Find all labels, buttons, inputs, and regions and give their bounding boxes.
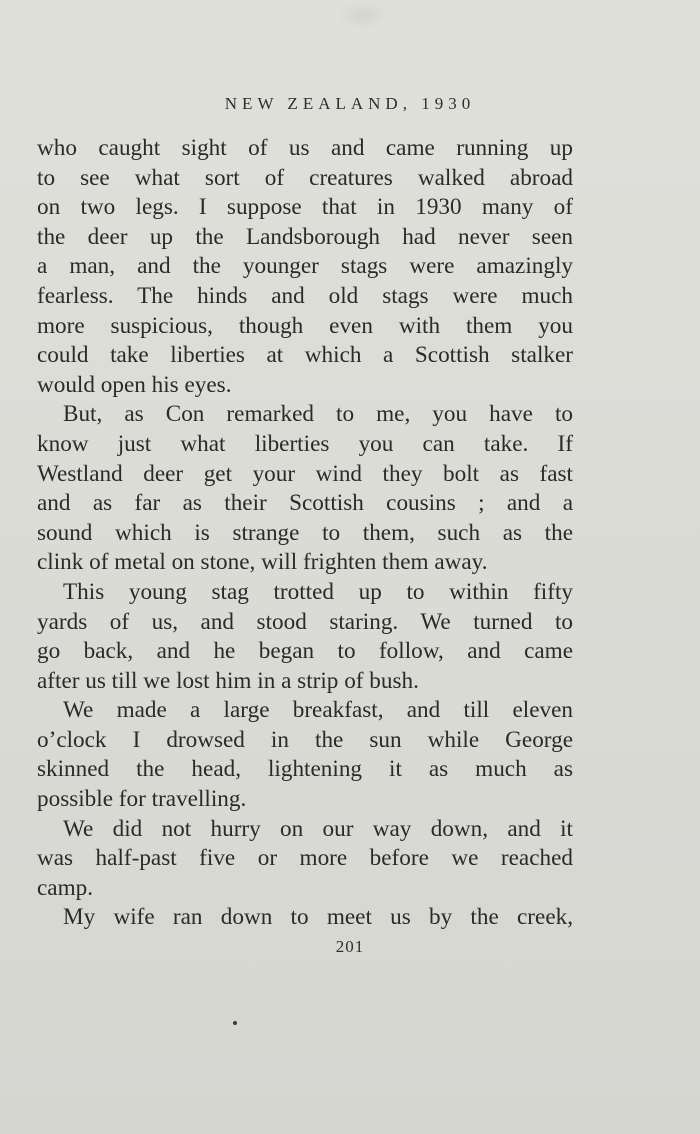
text-line: possible for travelling. bbox=[37, 786, 247, 813]
text-line: This young stag trotted up to within fifty bbox=[63, 578, 573, 605]
text-line: know just what liberties you can take. If bbox=[37, 430, 573, 457]
text-line: a man, and the younger stags were amazingly bbox=[37, 253, 573, 280]
text-line: o’clock I drowsed in the sun while George bbox=[37, 726, 573, 753]
text-line: We made a large breakfast, and till eleven bbox=[63, 697, 573, 724]
text-line: yards of us, and stood staring. We turned to bbox=[37, 608, 573, 635]
text-line: more suspicious, though even with them you bbox=[37, 312, 573, 339]
text-line: after us till we lost him in a strip of bush. bbox=[37, 667, 419, 694]
text-line: could take liberties at which a Scottish stalker bbox=[37, 342, 573, 369]
text-line: We did not hurry on our way down, and it bbox=[63, 815, 573, 842]
text-line: But, as Con remarked to me, you have to bbox=[63, 401, 573, 428]
text-line: was half-past five or more before we reached bbox=[37, 845, 573, 872]
text-line: fearless. The hinds and old stags were much bbox=[37, 282, 573, 309]
text-line: go back, and he began to follow, and came bbox=[37, 638, 573, 665]
page-number: 201 bbox=[335, 937, 365, 956]
text-line: and as far as their Scottish cousins ; and a bbox=[37, 490, 573, 517]
text-line: Westland deer get your wind they bolt as fast bbox=[37, 460, 573, 487]
page-smudge bbox=[338, 0, 388, 30]
text-line: My wife ran down to meet us by the creek, bbox=[63, 904, 573, 931]
text-line: skinned the head, lightening it as much as bbox=[37, 756, 573, 783]
ink-speck bbox=[233, 1021, 237, 1025]
text-line: on two legs. I suppose that in 1930 many of bbox=[37, 194, 573, 221]
text-line: camp. bbox=[37, 874, 94, 901]
running-head: NEW ZEALAND, 1930 bbox=[224, 94, 476, 113]
text-line: sound which is strange to them, such as the bbox=[37, 519, 573, 546]
text-line: who caught sight of us and came running up bbox=[37, 135, 573, 161]
body-text bbox=[37, 134, 573, 933]
text-line: to see what sort of creatures walked abroad bbox=[37, 164, 573, 191]
text-line: would open his eyes. bbox=[37, 371, 232, 398]
text-line: the deer up the Landsborough had never seen bbox=[37, 223, 573, 250]
text-line: clink of metal on stone, will frighten them away. bbox=[37, 549, 488, 576]
